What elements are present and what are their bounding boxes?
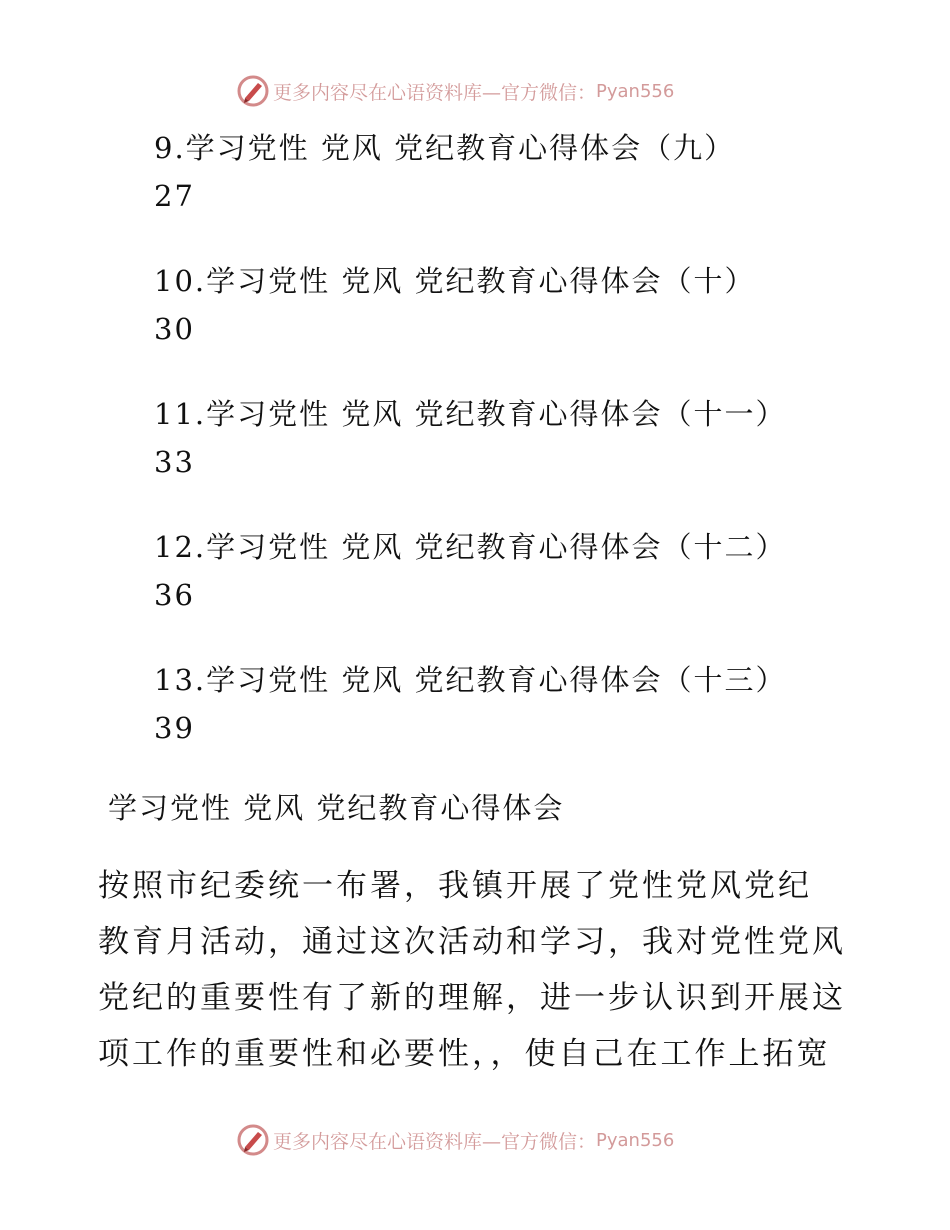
toc-item-title: 10.学习党性 党风 党纪教育心得体会（十） <box>154 264 756 298</box>
body-line: 按照市纪委统一布署，我镇开展了党性党风党纪 <box>98 868 812 904</box>
toc-item-page: 30 <box>154 312 195 346</box>
body-line: 项工作的重要性和必要性，，使自己在工作上拓宽 <box>98 1036 831 1072</box>
body-line: 教育月活动，通过这次活动和学习，我对党性党风 <box>98 924 846 960</box>
toc-item-page: 39 <box>154 711 195 745</box>
pen-logo-icon <box>236 74 270 108</box>
watermark-wechat-id: Pyan556 <box>596 80 675 102</box>
toc-item[interactable] <box>154 257 874 353</box>
toc-item-page: 36 <box>154 578 195 612</box>
toc-item[interactable] <box>154 124 874 220</box>
body-paragraph <box>98 858 858 1082</box>
toc-item-title: 9.学习党性 党风 党纪教育心得体会（九） <box>154 131 736 165</box>
toc-item[interactable] <box>154 523 874 619</box>
body-line: 党纪的重要性有了新的理解，进一步认识到开展这 <box>98 980 846 1016</box>
watermark-text: 更多内容尽在心语资料库—官方微信： <box>273 81 597 104</box>
toc-item-page: 27 <box>154 179 195 213</box>
pen-logo-icon <box>236 1123 270 1157</box>
toc-item-title: 11.学习党性 党风 党纪教育心得体会（十一） <box>154 397 787 431</box>
toc-item-title: 12.学习党性 党风 党纪教育心得体会（十二） <box>154 530 787 564</box>
watermark-wechat-id: Pyan556 <box>596 1129 675 1151</box>
watermark-text: 更多内容尽在心语资料库—官方微信： <box>273 1130 597 1153</box>
toc-item[interactable] <box>154 656 874 752</box>
section-heading: 学习党性 党风 党纪教育心得体会 <box>108 791 565 825</box>
toc-item-title: 13.学习党性 党风 党纪教育心得体会（十三） <box>154 663 787 697</box>
toc-item[interactable] <box>154 390 874 486</box>
watermark-footer <box>236 1123 674 1157</box>
toc-item-page: 33 <box>154 445 195 479</box>
watermark-header <box>236 74 674 108</box>
table-of-contents <box>154 124 874 789</box>
